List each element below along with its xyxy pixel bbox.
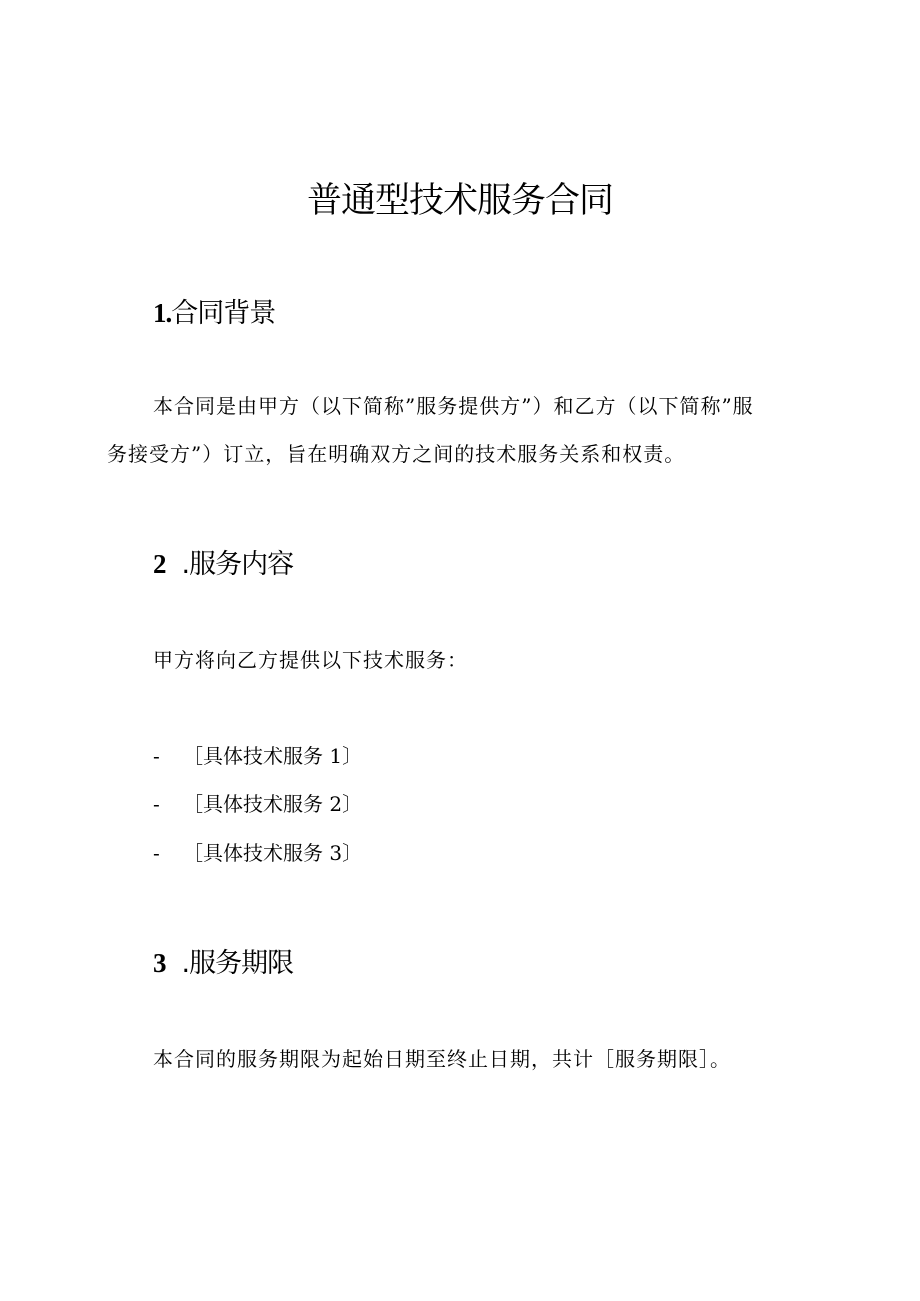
list-bullet: - bbox=[153, 841, 160, 865]
section-number: 2 bbox=[153, 549, 166, 579]
list-item bbox=[153, 839, 362, 867]
section-heading-background bbox=[153, 295, 275, 332]
section-heading-service-term bbox=[153, 945, 293, 982]
section-title: .服务内容 bbox=[181, 549, 294, 580]
list-bullet: - bbox=[153, 744, 160, 768]
section-title: 合同背景 bbox=[171, 298, 276, 329]
list-item-text: ［具体技术服务 1〕 bbox=[183, 744, 363, 768]
list-item bbox=[153, 742, 362, 770]
list-bullet: - bbox=[153, 792, 160, 816]
service-term-paragraph: 本合同的服务期限为起始日期至终止日期，共计［服务期限］。 bbox=[153, 1047, 731, 1071]
section-number: 1. bbox=[153, 298, 172, 328]
document-title: 普通型技术服务合同 bbox=[306, 181, 613, 221]
section-title: .服务期限 bbox=[181, 948, 294, 979]
section-number: 3 bbox=[153, 948, 166, 978]
background-paragraph-line-2: 务接受方”）订立，旨在明确双方之间的技术服务关系和权责。 bbox=[107, 442, 686, 466]
background-paragraph-line-1: 本合同是由甲方（以下简称”服务提供方”）和乙方（以下简称”服 bbox=[153, 394, 754, 418]
list-item-text: ［具体技术服务 3〕 bbox=[183, 841, 363, 865]
list-item bbox=[153, 790, 362, 818]
service-intro-paragraph: 甲方将向乙方提供以下技术服务： bbox=[153, 648, 468, 672]
section-heading-service-content bbox=[153, 546, 293, 583]
list-item-text: ［具体技术服务 2〕 bbox=[183, 792, 363, 816]
